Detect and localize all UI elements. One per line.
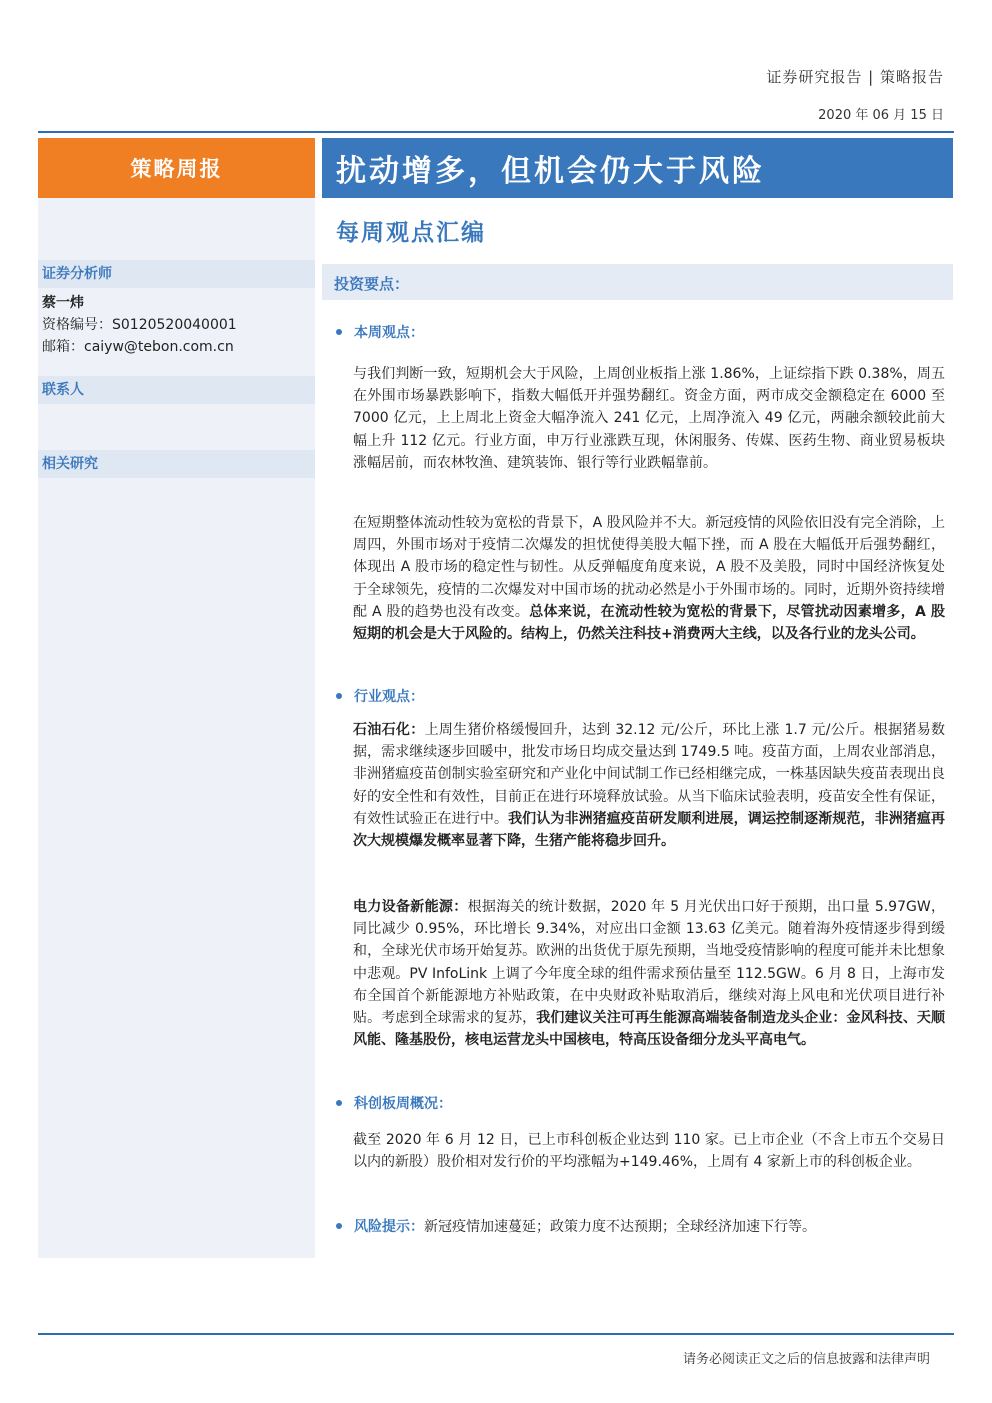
footer-disclaimer: 请务必阅读正文之后的信息披露和法律声明 bbox=[682, 1352, 930, 1367]
bullet-icon bbox=[336, 693, 342, 699]
section-label: 行业观点： bbox=[354, 689, 424, 705]
paragraph-emphasis: 总体来说，在流动性较为宽松的背景下，尽管扰动因素增多，A 股短期的机会是大于风险的。结构上，仍然关注科技+消费两大主线，以及各行业的龙头公司。 bbox=[353, 603, 945, 643]
paragraph-market-review: 与我们判断一致，短期机会大于风险，上周创业板指上涨 1.86%，上证综指下跌 0.38%，周五在外围市场暴跌影响下，指数大幅低开并强势翻红。资金方面，两市成交金额稳定在 6000 至 7000 亿元，上上周北上资金大幅净流入 241 亿元，上周净流入 49 亿元，两融余额较此前大幅上升 112 亿元。行业方面，申万行业涨跌互现，休闲服务、传媒、医药生物、商业贸易板块涨幅居前，而农林牧渔、建筑装饰、银行等行业跌幅靠前。 bbox=[353, 366, 945, 471]
paragraph-text: 根据海关的统计数据，2020 年 5 月光伏出口好于预期，出口量 5.97GW，同比减少 0.95%，环比增长 9.34%，对应出口金额 13.63 亿美元。随着海外疫情逐步得到缓和，全球光伏市场开始复苏。欧洲的出货优于原先预期，当地受疫情影响的程度可能并未比想象中悲观。PV InfoLink 上调了今年度全球的组件需求预估量至 112.5GW。6 月 8 日，上海市发布全国首个新能源地方补贴政策，在中央财政补贴取消后，继续对海上风电和光伏项目进行补贴。考虑到全球需求的复苏， bbox=[353, 899, 946, 1027]
contact-heading: 联系人 bbox=[38, 376, 315, 404]
bullet-icon bbox=[336, 1223, 342, 1229]
bullet-icon bbox=[336, 329, 342, 335]
paragraph-emphasis: 我们认为非洲猪瘟疫苗研发顺利进展，调运控制逐渐规范，非洲猪瘟再次大规模爆发概率显著下降，生猪产能将稳步回升。 bbox=[353, 810, 946, 850]
section-risk bbox=[336, 1216, 816, 1236]
paragraph-power-equipment bbox=[353, 896, 945, 1051]
section-industry-view bbox=[336, 686, 424, 706]
report-title: 扰动增多，但机会仍大于风险 bbox=[322, 138, 953, 198]
risk-text: 新冠疫情加速蔓延；政策力度不达预期；全球经济加速下行等。 bbox=[424, 1219, 816, 1235]
paragraph-petrochem bbox=[353, 719, 945, 852]
paragraph-star-market: 截至 2020 年 6 月 12 日，已上市科创板企业达到 110 家。已上市企业（不含上市五个交易日以内的新股）股价相对发行价的平均涨幅为+149.46%，上周有 4 家新上市的科创板企业。 bbox=[353, 1132, 945, 1171]
analyst-heading: 证券分析师 bbox=[38, 260, 315, 288]
header-divider bbox=[38, 131, 954, 133]
section-weekly-view bbox=[336, 322, 424, 342]
paragraph-text: 上周生猪价格缓慢回升，达到 32.12 元/公斤，环比上涨 1.7 元/公斤。根据猪易数据，需求继续逐步回暖中，批发市场日均成交量达到 1749.5 吨。疫苗方面，上周农业部消息，非洲猪瘟疫苗创制实验室研究和产业化中间试制工作已经相继完成，一株基因缺失疫苗表现出良好的安全性和有效性，目前正在进行环境释放试验。从当下临床试验表明，疫苗安全性有保证，有效性试验正在进行中。 bbox=[353, 722, 946, 827]
paragraph-outlook bbox=[353, 512, 945, 645]
paragraph-text: 在短期整体流动性较为宽松的背景下，A 股风险并不大。新冠疫情的风险依旧没有完全消除，上周四，外围市场对于疫情二次爆发的担忧使得美股大幅下挫，而 A 股在大幅低开后强势翻红，体现出 A 股市场的稳定性与韧性。从反弹幅度角度来说，A 股不及美股，同时中国经济恢复处于全球领先，疫情的二次爆发对中国市场的扰动必然是小于外围市场的。同时，近期外资持续增配 A 股的趋势也没有改变。 bbox=[353, 515, 945, 620]
section-label: 本周观点： bbox=[354, 325, 424, 341]
related-research-heading: 相关研究 bbox=[38, 450, 315, 478]
analyst-cert: 资格编号：S0120520040001 bbox=[42, 317, 237, 333]
paragraph-lead: 石油石化： bbox=[353, 722, 425, 738]
report-tag: 策略周报 bbox=[38, 138, 315, 198]
bullet-icon bbox=[336, 1100, 342, 1106]
report-type-label: 证券研究报告 | 策略报告 bbox=[766, 68, 944, 86]
report-date: 2020 年 06 月 15 日 bbox=[818, 108, 944, 123]
key-points-bar bbox=[322, 264, 953, 300]
analyst-email[interactable]: 邮箱：caiyw@tebon.com.cn bbox=[42, 339, 234, 355]
footer-divider bbox=[38, 1333, 954, 1335]
section-star-market bbox=[336, 1093, 452, 1113]
sidebar bbox=[38, 198, 315, 1258]
paragraph-emphasis: 我们建议关注可再生能源高端装备制造龙头企业：金风科技、天顺风能、隆基股份，核电运营龙头中国核电，特高压设备细分龙头平高电气。 bbox=[353, 1010, 946, 1049]
key-points-label: 投资要点： bbox=[334, 275, 410, 293]
section-label: 风险提示： bbox=[354, 1219, 424, 1235]
analyst-name: 蔡一炜 bbox=[42, 295, 84, 311]
section-label: 科创板周概况： bbox=[354, 1096, 452, 1112]
paragraph-lead: 电力设备新能源： bbox=[353, 899, 468, 915]
subtitle: 每周观点汇编 bbox=[336, 220, 486, 246]
